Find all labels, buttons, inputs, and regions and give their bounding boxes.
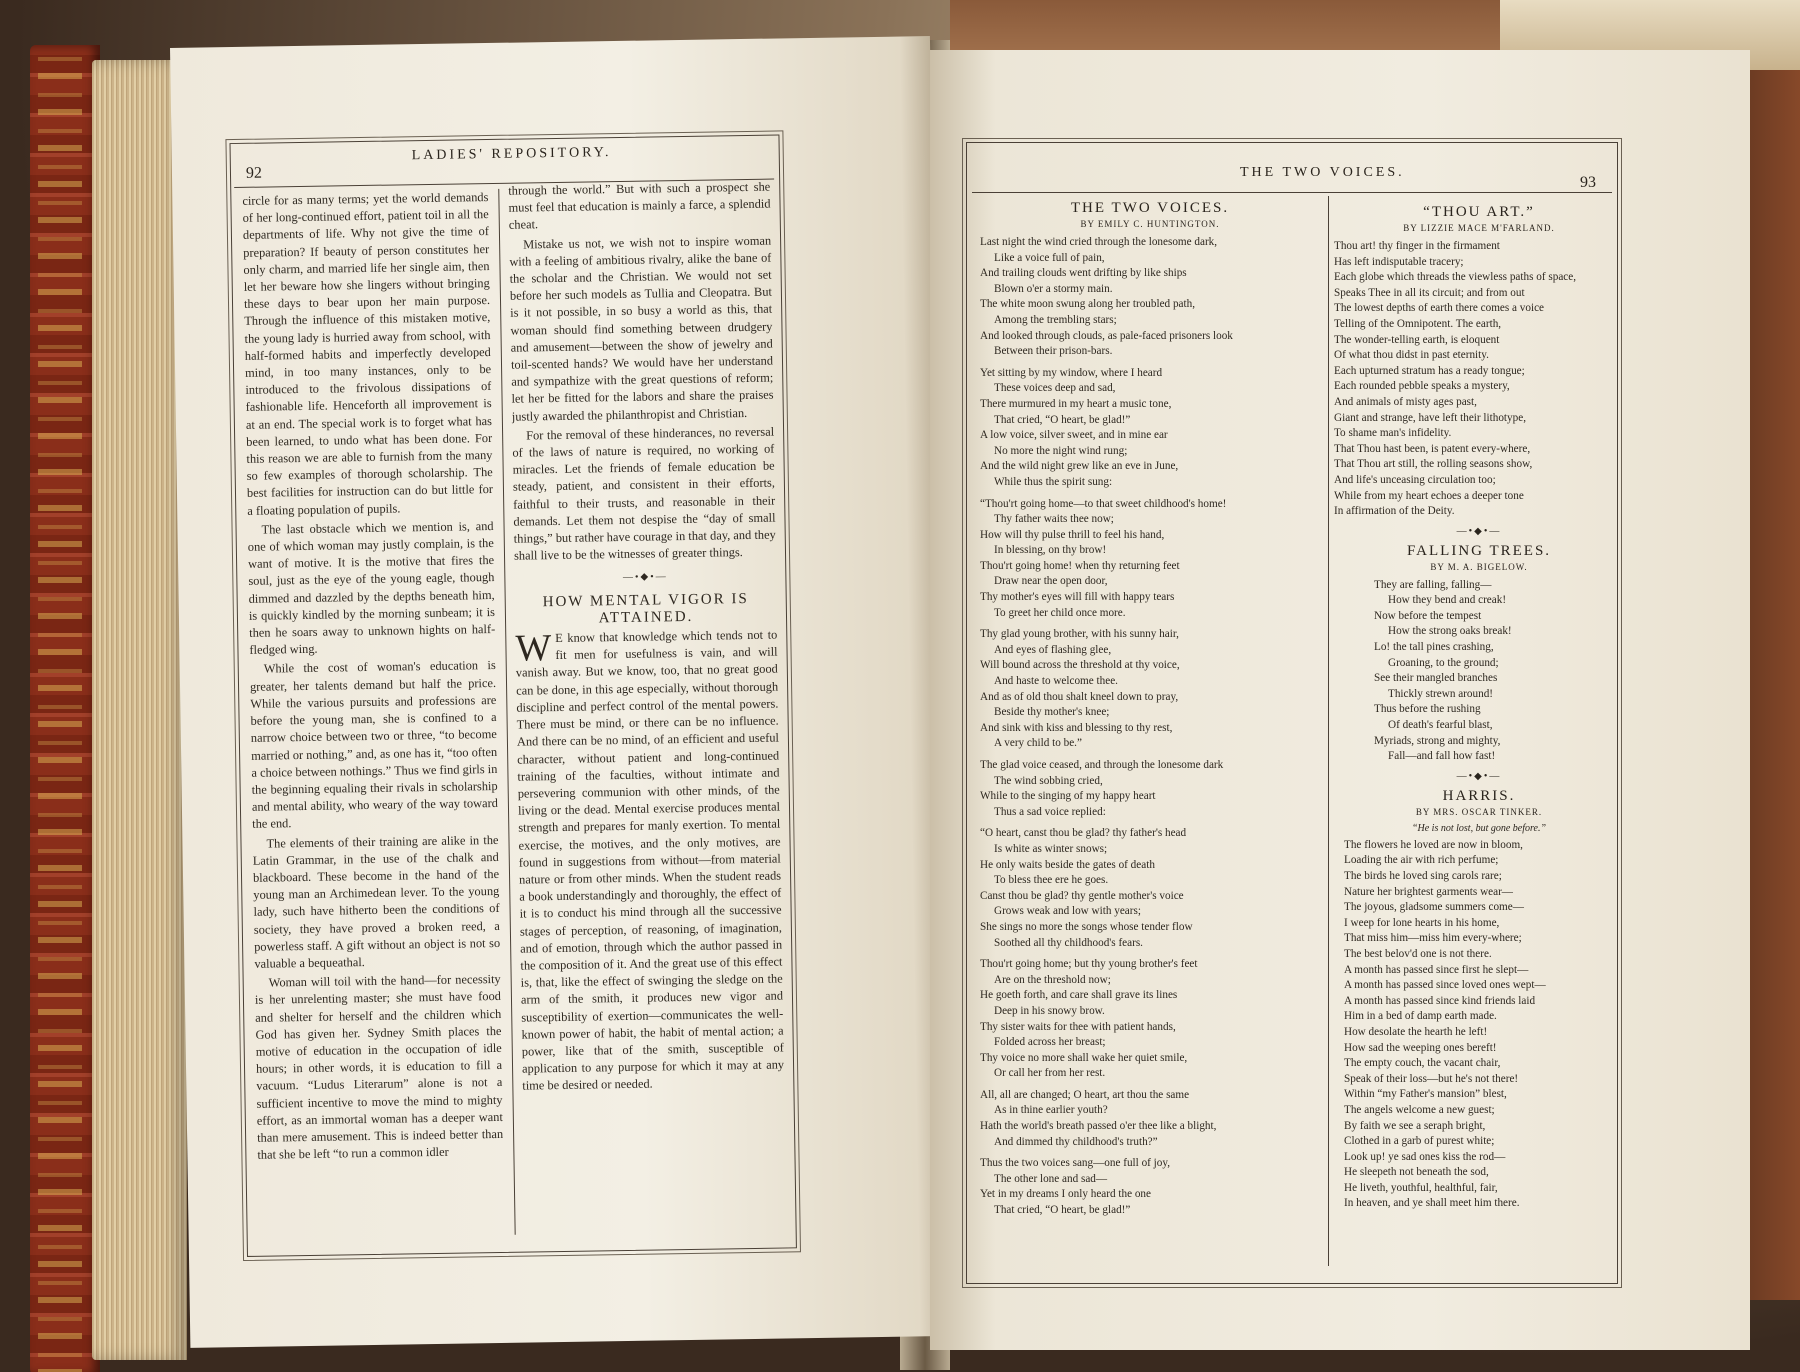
verse-line: The joyous, gladsome summers come— xyxy=(1344,901,1524,914)
mental-vigor-article xyxy=(515,627,784,1096)
verse-line: A low voice, silver sweet, and in mine ear xyxy=(980,429,1168,442)
verse-line: Now before the tempest xyxy=(1374,609,1482,622)
verse-line: While from my heart echoes a deeper tone xyxy=(1334,489,1524,502)
verse-line: Each globe which threads the viewless paths of space, xyxy=(1334,271,1577,284)
verse-line: A very child to be.” xyxy=(994,737,1082,750)
two-voices-poem xyxy=(980,196,1320,1276)
verse-line: That miss him—miss him every-where; xyxy=(1344,932,1522,945)
education-article-continued xyxy=(508,179,776,566)
verse-line: How desolate the hearth he left! xyxy=(1344,1025,1488,1038)
right-cover-edge xyxy=(1745,70,1800,1300)
ornament-divider: —•◆•— xyxy=(1456,770,1502,782)
verse-line: Or call her from her rest. xyxy=(994,1067,1106,1080)
drop-cap: W xyxy=(515,627,552,670)
verse-line: The other lone and sad— xyxy=(994,1172,1108,1185)
paragraph: Woman will toil with the hand—for necessity is her unrelenting master; she must have food and shelter for herself and the children which God has given her. Sydney Smith places the motive of education in the occupation of idle hours; in other words, it is education to fill a vacuum. “Ludus Literarum” alone is not a sufficient incentive to move the mind to mighty effort, as an immortal woman has a deeper want than mere amusement. This is indeed better than that she be left “to run a common idler xyxy=(254,972,504,1162)
verse-line: Soothed all thy childhood's fears. xyxy=(994,936,1143,949)
poem-byline: BY EMILY C. HUNTINGTON. xyxy=(1080,219,1220,229)
verse-line: Thy father waits thee now; xyxy=(994,513,1114,526)
verse-line: Canst thou be glad? thy gentle mother's voice xyxy=(980,889,1184,902)
verse-line: In affirmation of the Deity. xyxy=(1334,505,1455,518)
verse-line: A month has passed since first he slept— xyxy=(1344,963,1529,976)
verse-line: And as of old thou shalt kneel down to pray, xyxy=(980,690,1179,703)
poem-byline: BY LIZZIE MACE M'FARLAND. xyxy=(1403,223,1555,233)
verse-line: By faith we see a seraph bright, xyxy=(1344,1119,1486,1132)
left-column-2 xyxy=(508,179,787,1243)
verse-line: To bless thee ere he goes. xyxy=(994,874,1109,887)
verse-line: That cried, “O heart, be glad!” xyxy=(994,1204,1131,1217)
verse-line: The birds he loved sing carols rare; xyxy=(1344,870,1502,882)
verse-line: Each rounded pebble speaks a mystery, xyxy=(1334,380,1510,393)
verse-line: Groaning, to the ground; xyxy=(1388,656,1499,669)
poem-epigraph: “He is not lost, but gone before.” xyxy=(1411,822,1547,834)
verse-line: Folded across her breast; xyxy=(994,1036,1106,1049)
verse-line: In heaven, and ye shall meet him there. xyxy=(1344,1197,1520,1210)
verse-line: Look up! ye sad ones kiss the rod— xyxy=(1344,1150,1506,1163)
verse-line: And dimmed thy childhood's truth?” xyxy=(994,1135,1158,1148)
verse-line: Are on the threshold now; xyxy=(994,973,1111,986)
verse-line: Thou'rt going home; but thy young brother's feet xyxy=(980,958,1198,971)
poem-lines xyxy=(1334,239,1624,520)
verse-line: There murmured in my heart a music tone, xyxy=(980,397,1172,410)
verse-line: He only waits beside the gates of death xyxy=(980,858,1155,871)
verse-line: Loading the air with rich perfume; xyxy=(1344,854,1499,867)
verse-line: That cried, “O heart, be glad!” xyxy=(994,413,1131,426)
verse-line: He goeth forth, and care shall grave its lines xyxy=(980,989,1178,1002)
verse-line: Of death's fearful blast, xyxy=(1388,719,1493,732)
ornament-divider: —•◆•— xyxy=(1456,525,1502,537)
paragraph: While the cost of woman's education is greater, her talents demand but half the price. While the various pursuits and professions are before the young man, she is confined to a narrow choice between two or three, “to become married or nothing,” and, as one has it, “too often a choice between nothings.” Thus we find girls in the beginning equaling their rivals in scholarship and mental ability, who weary of the way toward the end. xyxy=(249,658,499,832)
verse-line: Clothed in a garb of purest white; xyxy=(1344,1135,1495,1148)
poem-lines xyxy=(980,235,1320,1219)
verse-line: Thy voice no more shall wake her quiet smile, xyxy=(980,1051,1188,1064)
verse-line: The angels welcome a new guest; xyxy=(1344,1103,1495,1116)
article-title: HOW MENTAL VIGOR IS ATTAINED. xyxy=(542,590,749,627)
verse-line: I weep for lone hearts in his home, xyxy=(1344,916,1500,929)
verse-line: Blown o'er a stormy main. xyxy=(994,282,1113,295)
verse-line: The white moon swung along her troubled path, xyxy=(980,298,1196,311)
verse-line: The best belov'd one is not there. xyxy=(1344,947,1492,960)
verse-line: Thy glad young brother, with his sunny hair, xyxy=(980,628,1179,641)
verse-line: All, all are changed; O heart, art thou the same xyxy=(980,1088,1190,1101)
verse-line: The glad voice ceased, and through the lonesome dark xyxy=(980,759,1224,771)
poem-lines xyxy=(1334,578,1624,765)
verse-line: The flowers he loved are now in bloom, xyxy=(1344,838,1523,851)
verse-line: Beside thy mother's knee; xyxy=(994,706,1110,719)
verse-line: She sings no more the songs whose tender flow xyxy=(980,920,1193,933)
verse-line: While to the singing of my happy heart xyxy=(980,790,1156,803)
verse-line: Fall—and fall how fast! xyxy=(1388,750,1496,763)
verse-line: Hath the world's breath passed o'er thee like a blight, xyxy=(980,1120,1217,1133)
verse-line: Will bound across the threshold at thy voice, xyxy=(980,659,1180,672)
running-head: LADIES' REPOSITORY. xyxy=(411,145,612,164)
verse-line: Thy sister waits for thee with patient hands, xyxy=(980,1020,1176,1033)
verse-line: “Thou'rt going home—to that sweet childhood's home! xyxy=(980,497,1227,510)
verse-line: Speak of their loss—but he's not there! xyxy=(1344,1072,1519,1085)
verse-line: The wonder-telling earth, is eloquent xyxy=(1334,333,1500,346)
verse-line: Last night the wind cried through the lonesome dark, xyxy=(980,236,1218,248)
verse-line: Telling of the Omnipotent. The earth, xyxy=(1334,317,1502,330)
background-book xyxy=(950,0,1510,56)
falling-trees-poem xyxy=(1334,543,1624,765)
poem-title: FALLING TREES. xyxy=(1406,542,1552,559)
verse-line: They are falling, falling— xyxy=(1374,578,1492,591)
verse-line: And life's unceasing circulation too; xyxy=(1334,473,1496,486)
left-page xyxy=(170,36,950,1348)
verse-line: As in thine earlier youth? xyxy=(994,1104,1108,1117)
verse-line: Is white as winter snows; xyxy=(994,842,1108,855)
poem-title: HARRIS. xyxy=(1442,787,1516,804)
thou-art-poem xyxy=(1334,204,1624,520)
verse-line: Thou art! thy finger in the firmament xyxy=(1334,240,1500,252)
verse-line: Thou'rt going home! when thy returning feet xyxy=(980,559,1180,572)
paragraph: The last obstacle which we mention is, and one of which woman may justly complain, is the want of motive. It is the motive that fires the soul, just as the eye of the young eagle, though dimmed and dazzled by the depths beneath him, is quickly kindled by the morning sunbeam; it is then he soars away to unknown hights on half-fledged wing. xyxy=(247,518,496,658)
verse-line: Like a voice full of pain, xyxy=(994,251,1105,264)
verse-line: A month has passed since kind friends laid xyxy=(1344,994,1536,1007)
page-number: 92 xyxy=(245,164,263,182)
harris-poem xyxy=(1334,788,1624,1212)
verse-line: That Thou art still, the rolling seasons show, xyxy=(1334,458,1533,471)
left-cover-gilt-edge xyxy=(30,45,100,1372)
verse-line: To greet her child once more. xyxy=(994,606,1126,619)
verse-line: Yet sitting by my window, where I heard xyxy=(980,366,1163,379)
verse-line: The empty couch, the vacant chair, xyxy=(1344,1057,1501,1070)
poem-byline: BY M. A. BIGELOW. xyxy=(1430,561,1528,572)
verse-line: How they bend and creak! xyxy=(1388,594,1507,607)
article-text: E know that knowledge which tends not to fit men for usefulness is vain, and will vanish away. But we know, too, that no great good can be done, in this age especially, without thorough discipline and perfect control of the mental powers. There must be mind, or there can be no influence. And there can be no mind, of an efficient and useful character, without patient and long-continued training of the faculties, without intimate and persevering communion with other minds, of the living or the dead. Mental exercise produces mental strength and prepares for manly exertion. To mental exercise, the motives, and the only motives, are found in suggestions from without—from material nature or from other minds. When the student reads a book understandingly and thoroughly, the effect of it is to conduct his mind through all the successive stages of perception, of reasoning, of imagination, and of emotion, through which the author passed in the composition of it. And the great use of this effect is, that, like the effect of swinging the sledge on the arm of the smith, it produces new vigor and susceptibility of exertion—communicates the well-known power of habit, the habit of mental action; a power, like that of the smith, susceptible of application to any purpose for which it may at any time be desired or needed. xyxy=(515,627,785,1093)
verse-line: To shame man's infidelity. xyxy=(1334,427,1452,440)
verse-line: While thus the spirit sung: xyxy=(994,475,1113,488)
verse-line: And haste to welcome thee. xyxy=(994,675,1118,688)
verse-line: Thickly strewn around! xyxy=(1388,687,1494,700)
verse-line: And the wild night grew like an eve in June, xyxy=(980,460,1179,473)
verse-line: Between their prison-bars. xyxy=(994,345,1113,358)
poem-title: THE TWO VOICES. xyxy=(1070,200,1230,216)
poem-title: “THOU ART.” xyxy=(1423,204,1535,220)
verse-line: Thus the two voices sang—one full of joy, xyxy=(980,1157,1171,1170)
paragraph: For the removal of these hinderances, no reversal of the laws of nature is required, no working of miracles. Let the friends of female education be steady, patient, and consistent in their efforts, faithful to their trusts, and reasonable in their demands. Let them not despise the “day of small things,” but rather have courage in that day, and they shall live to be the witnesses of greater things. xyxy=(512,424,776,563)
paragraph: circle for as many terms; yet the world demands of her long-continued effort, patient toil in all the departments of life. Why not give the time of preparation? If beauty of person constitutes her only charm, and married life her single aim, then let her beware how she lingers without bringing these days to bear upon her main purpose. Through the influence of this mistaken motive, the young lady is hurried away from school, with half-formed habits and imperfectly developed mind, in too many instances, only to be introduced to the frivolous dissipations of fashionable life. Henceforth all improvement is at an end. The special work is to forget what has been learned, to undo what has been done. For this reason we are able to furnish from the many so few examples of thorough scholarship. The best facilities for instruction can do but little for a floating population of pupils. xyxy=(242,190,494,518)
paragraph: through the world.” But with such a prospect she must feel that education is mainly a farce, a splendid cheat. xyxy=(508,179,771,233)
verse-line: Thy mother's eyes will fill with happy tears xyxy=(980,591,1175,604)
left-column-1 xyxy=(242,189,504,1243)
verse-line: A month has passed since loved ones wept— xyxy=(1344,979,1546,992)
verse-line: These voices deep and sad, xyxy=(994,382,1116,395)
verse-line: The lowest depths of earth there comes a voice xyxy=(1334,302,1544,315)
paragraph: Mistake us not, we wish not to inspire woman with a feeling of ambitious rivalry, alike the bane of the scholar and the Christian. We would not set before her such models as Tullia and Cleopatra. But is it not possible, in so busy a world as this, that woman should find something between drudgery and amusement—between the show of jewelry and toil-scented hands? We would have her understand and sympathize with the great questions of reform; let her be fitted for the labors and share the praises justly awarded the philanthropist and Christian. xyxy=(509,233,774,424)
verse-line: And animals of misty ages past, xyxy=(1334,395,1477,408)
verse-line: And eyes of flashing glee, xyxy=(994,643,1112,656)
verse-line: “O heart, canst thou be glad? thy father's head xyxy=(980,827,1187,840)
verse-line: In blessing, on thy brow! xyxy=(994,544,1107,557)
verse-line: And trailing clouds went drifting by like ships xyxy=(980,267,1187,280)
verse-line: How the strong oaks break! xyxy=(1388,625,1512,638)
verse-line: Nature her brightest garments wear— xyxy=(1344,885,1513,898)
right-page xyxy=(930,50,1750,1350)
header-rule xyxy=(972,192,1612,193)
verse-line: Among the trembling stars; xyxy=(994,313,1117,326)
verse-line: No more the night wind rung; xyxy=(994,444,1128,457)
verse-line: Has left indisputable tracery; xyxy=(1334,255,1464,268)
verse-line: Deep in his snowy brow. xyxy=(994,1004,1105,1017)
verse-line: Of what thou didst in past eternity. xyxy=(1334,349,1489,362)
paragraph: The elements of their training are alike in the Latin Grammar, in the use of the chalk and blackboard. These become in the hand of the young man an Archimedean lever. To the young lady, such have hitherto been the conditions of society, they have proved a broken reed, a powerless staff. A gift without an object is not so valuable a bequeathal. xyxy=(252,832,501,971)
verse-line: He sleepeth not beneath the sod, xyxy=(1344,1166,1489,1179)
verse-line: Yet in my dreams I only heard the one xyxy=(980,1188,1151,1201)
verse-line: He liveth, youthful, healthful, fair, xyxy=(1344,1181,1498,1194)
verse-line: Grows weak and low with years; xyxy=(994,905,1141,918)
verse-line: Lo! the tall pines crashing, xyxy=(1374,641,1494,654)
verse-line: And looked through clouds, as pale-faced prisoners look xyxy=(980,329,1233,342)
ornament-divider: —•◆•— xyxy=(622,571,668,584)
right-column-2 xyxy=(1334,200,1624,1280)
column-rule xyxy=(1328,196,1329,1266)
verse-line: Thus a sad voice replied: xyxy=(994,805,1106,818)
verse-line: Within “my Father's mansion” blest, xyxy=(1344,1088,1507,1101)
verse-line: Speaks Thee in all its circuit; and from out xyxy=(1334,286,1525,299)
running-head: THE TWO VOICES. xyxy=(1240,165,1405,180)
verse-line: See their mangled branches xyxy=(1374,672,1498,685)
poem-lines xyxy=(1334,838,1624,1212)
verse-line: Each upturned stratum has a ready tongue; xyxy=(1334,364,1525,377)
verse-line: And sink with kiss and blessing to thy rest, xyxy=(980,721,1173,734)
poem-byline: BY MRS. OSCAR TINKER. xyxy=(1415,806,1543,817)
verse-line: That Thou hast been, is patent every-where, xyxy=(1334,442,1531,455)
verse-line: The wind sobbing cried, xyxy=(994,774,1103,787)
page-number: 93 xyxy=(1580,174,1596,191)
verse-line: How sad the weeping ones bereft! xyxy=(1344,1041,1497,1054)
verse-line: How will thy pulse thrill to feel his hand, xyxy=(980,528,1165,541)
verse-line: Giant and strange, have left their lithotype, xyxy=(1334,411,1526,424)
verse-line: Myriads, strong and mighty, xyxy=(1374,734,1501,747)
verse-line: Thus before the rushing xyxy=(1374,703,1481,716)
verse-line: Draw near the open door, xyxy=(994,575,1108,588)
verse-line: Him in a bed of damp earth made. xyxy=(1344,1010,1497,1023)
